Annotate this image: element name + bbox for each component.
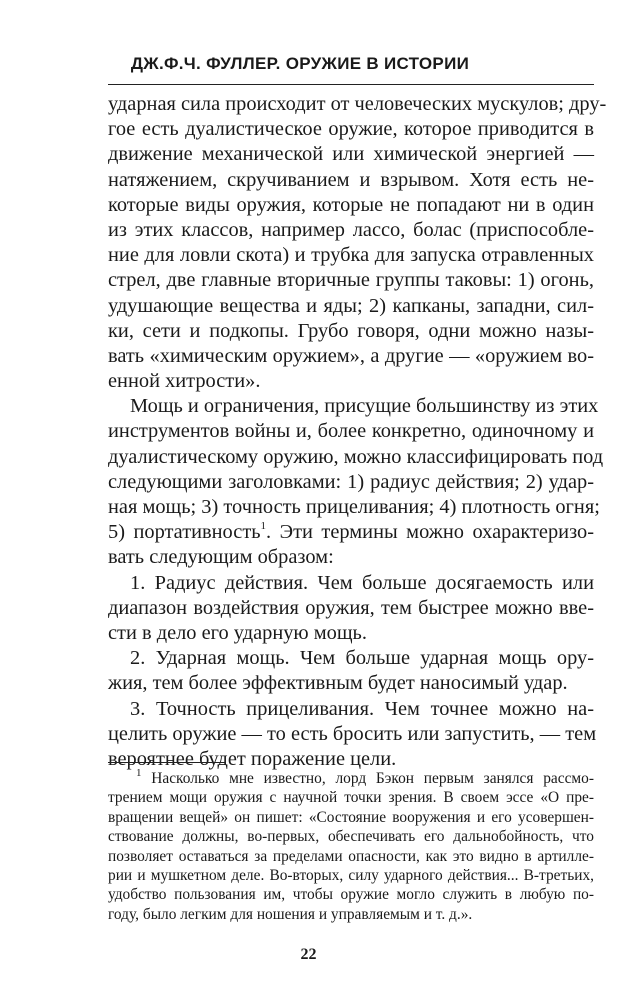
page-number: 22	[300, 946, 317, 963]
text-line-with-footnote-ref	[108, 520, 594, 545]
running-header: ДЖ.Ф.Ч. ФУЛЛЕР. ОРУЖИЕ В ИСТОРИИ	[130, 54, 470, 73]
header-rule	[108, 84, 594, 85]
footnote-line: рии и мушкетном деле. Во-вторых, силу ударного действия... В-третьих,	[108, 866, 594, 884]
text-line: диапазон воздействия оружия, тем быстрее можно вве-	[108, 596, 594, 619]
text-line: вать «химическим оружием», а другие — «оружием во-	[108, 344, 594, 367]
body-text	[108, 92, 607, 772]
text-line: которые виды оружия, которые не попадают ни в один	[108, 193, 594, 216]
text-line: 1. Радиус действия. Чем больше досягаемость или	[130, 571, 594, 594]
text-line: ки, сети и подкопы. Грубо говоря, одни можно назы-	[108, 319, 594, 342]
footnote-rule	[108, 762, 226, 763]
text-line: удушающие вещества и яды; 2) капканы, западни, сил-	[108, 294, 594, 317]
text-line: стрел, две главные вторичные группы таковы: 1) огонь,	[108, 269, 594, 292]
footnote-text: Насколько мне известно, лорд Бэкон первым занялся рассмо-	[151, 770, 594, 787]
text-line: вать следующим образом:	[108, 546, 334, 569]
text-line: из этих классов, например лассо, болас (приспособле-	[108, 218, 594, 241]
text-line: енной хитрости».	[108, 370, 261, 393]
footnote-marker: 1	[136, 766, 142, 779]
text-line: ная мощь; 3) точность прицеливания; 4) плотность огня;	[108, 496, 600, 518]
text-line: ние для ловли скота) и трубка для запуска отравленных	[108, 244, 594, 267]
footnote-line: ствование должны, во-первых, обеспечивать его дальнобойность, что	[108, 828, 594, 846]
footnote-reference[interactable]: 1	[260, 520, 267, 533]
text-line: 2. Ударная мощь. Чем больше ударная мощь ору-	[130, 647, 594, 670]
footnote-line	[108, 766, 594, 788]
text-line: жия, тем более эффективным будет наносимый удар.	[108, 672, 568, 695]
footnote-line: удобство пользования им, чтобы оружие могло служить в любую по-	[108, 886, 594, 904]
text-line: 3. Точность прицеливания. Чем точнее можно на-	[130, 697, 594, 720]
text-line: инструментов войны и, более конкретно, одиночному и	[108, 420, 594, 443]
text-line: следующими заголовками: 1) радиус действия; 2) удар-	[108, 470, 594, 493]
text-line: гое есть дуалистическое оружие, которое приводится в	[108, 118, 594, 141]
text-line: дуалистическому оружию, можно классифицировать под	[108, 445, 604, 468]
footnote-line: трением мощи оружия с научной точки зрения. В своем эссе «О пре-	[108, 789, 594, 807]
text-line: вероятнее будет поражение цели.	[108, 747, 397, 770]
text-line: движение механической или химической энергией —	[108, 143, 594, 166]
footnote	[108, 766, 594, 924]
text-fragment: 5) портативность	[108, 521, 261, 544]
text-line: Мощь и ограничения, присущие большинству из этих	[130, 395, 599, 418]
text-line: ударная сила происходит от человеческих мускулов; дру-	[108, 93, 607, 115]
text-line: сти в дело его ударную мощь.	[108, 621, 367, 644]
footnote-line: году, было легким для ношения и управляемым и т. д.».	[108, 905, 473, 923]
text-fragment: . Эти термины можно охарактеризо-	[266, 521, 594, 544]
text-line: целить оружие — то есть бросить или запустить, — тем	[108, 722, 597, 745]
footnote-line: вращении вещей» он пишет: «Состояние вооружения и его усовершен-	[108, 808, 594, 826]
footnote-line: позволяет оставаться за пределами опасности, как это видно в артилле-	[108, 847, 594, 865]
text-line: натяжением, скручиванием и взрывом. Хотя есть не-	[108, 168, 594, 191]
